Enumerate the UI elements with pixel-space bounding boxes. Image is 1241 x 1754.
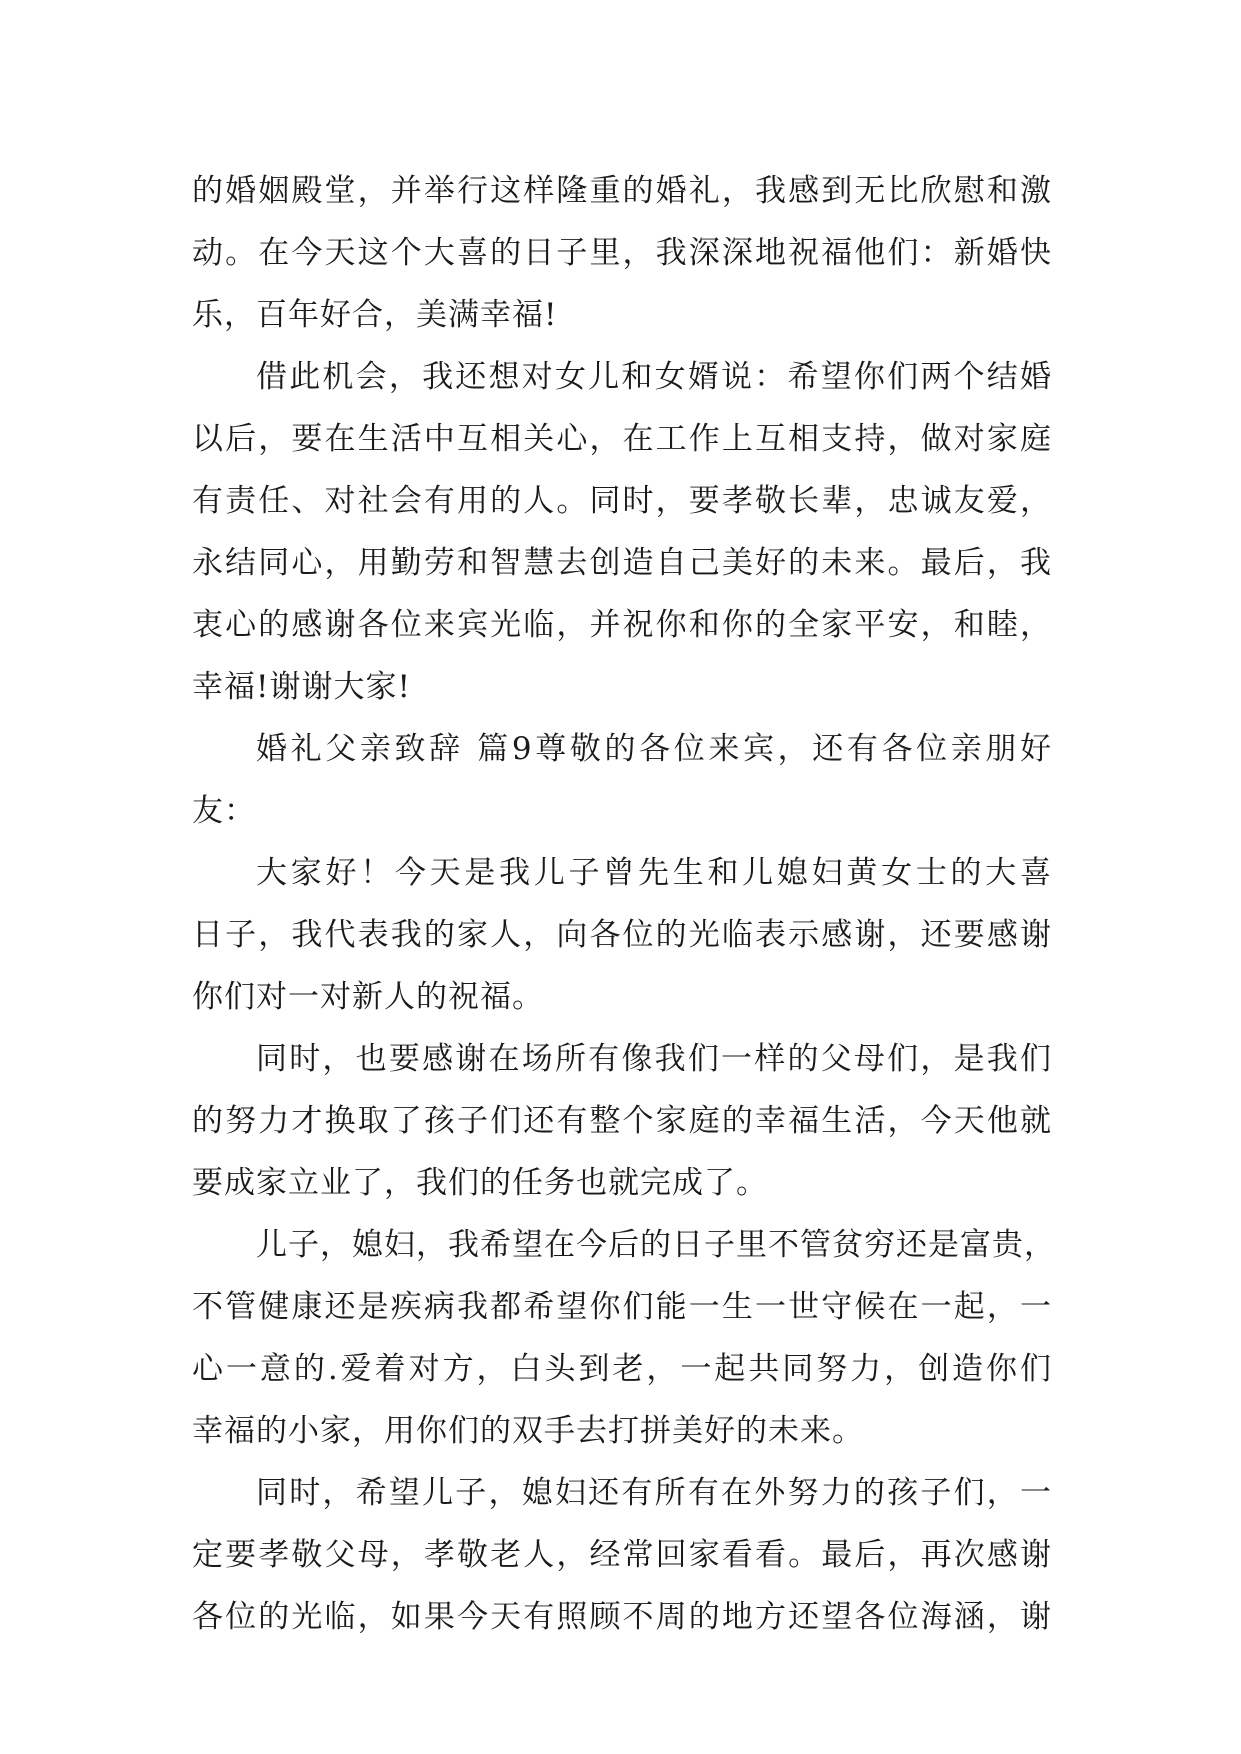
text-line: 借此机会，我还想对女儿和女婿说：希望你们两个结婚 [256,359,1052,395]
text-line: 大家好！今天是我儿子曾先生和儿媳妇黄女士的大喜 [256,855,1052,891]
text-line: 不管健康还是疾病我都希望你们能一生一世守候在一起，一 [192,1289,1052,1325]
text-line: 日子，我代表我的家人，向各位的光临表示感谢，还要感谢 [192,917,1052,953]
text-line: 的努力才换取了孩子们还有整个家庭的幸福生活，今天他就 [192,1103,1052,1139]
text-line: 动。在今天这个大喜的日子里，我深深地祝福他们：新婚快 [192,235,1052,271]
text-line: 幸福的小家，用你们的双手去打拼美好的未来。 [192,1413,864,1449]
text-line: 婚礼父亲致辞 篇9尊敬的各位来宾，还有各位亲朋好 [256,731,1052,767]
text-line: 要成家立业了，我们的任务也就完成了。 [192,1165,768,1201]
text-line: 有责任、对社会有用的人。同时，要孝敬长辈，忠诚友爱， [192,483,1052,519]
text-line: 永结同心，用勤劳和智慧去创造自己美好的未来。最后，我 [192,545,1052,581]
text-line: 儿子，媳妇，我希望在今后的日子里不管贫穷还是富贵， [256,1227,1056,1263]
text-line: 友： [192,793,256,829]
document-body [192,160,1056,1648]
text-line: 幸福!谢谢大家! [192,669,411,705]
text-line: 的婚姻殿堂，并举行这样隆重的婚礼，我感到无比欣慰和激 [192,173,1052,209]
text-line: 衷心的感谢各位来宾光临，并祝你和你的全家平安，和睦， [192,607,1052,643]
text-line: 同时，希望儿子，媳妇还有所有在外努力的孩子们，一 [256,1475,1052,1511]
text-line: 定要孝敬父母，孝敬老人，经常回家看看。最后，再次感谢 [192,1537,1052,1573]
text-line: 你们对一对新人的祝福。 [192,979,544,1015]
text-line: 乐，百年好合，美满幸福! [192,297,558,333]
text-line: 各位的光临，如果今天有照顾不周的地方还望各位海涵，谢 [192,1599,1052,1635]
text-line: 心一意的.爱着对方，白头到老，一起共同努力，创造你们 [192,1351,1052,1387]
text-line: 同时，也要感谢在场所有像我们一样的父母们，是我们 [256,1041,1052,1077]
text-line: 以后，要在生活中互相关心，在工作上互相支持，做对家庭 [192,421,1052,457]
